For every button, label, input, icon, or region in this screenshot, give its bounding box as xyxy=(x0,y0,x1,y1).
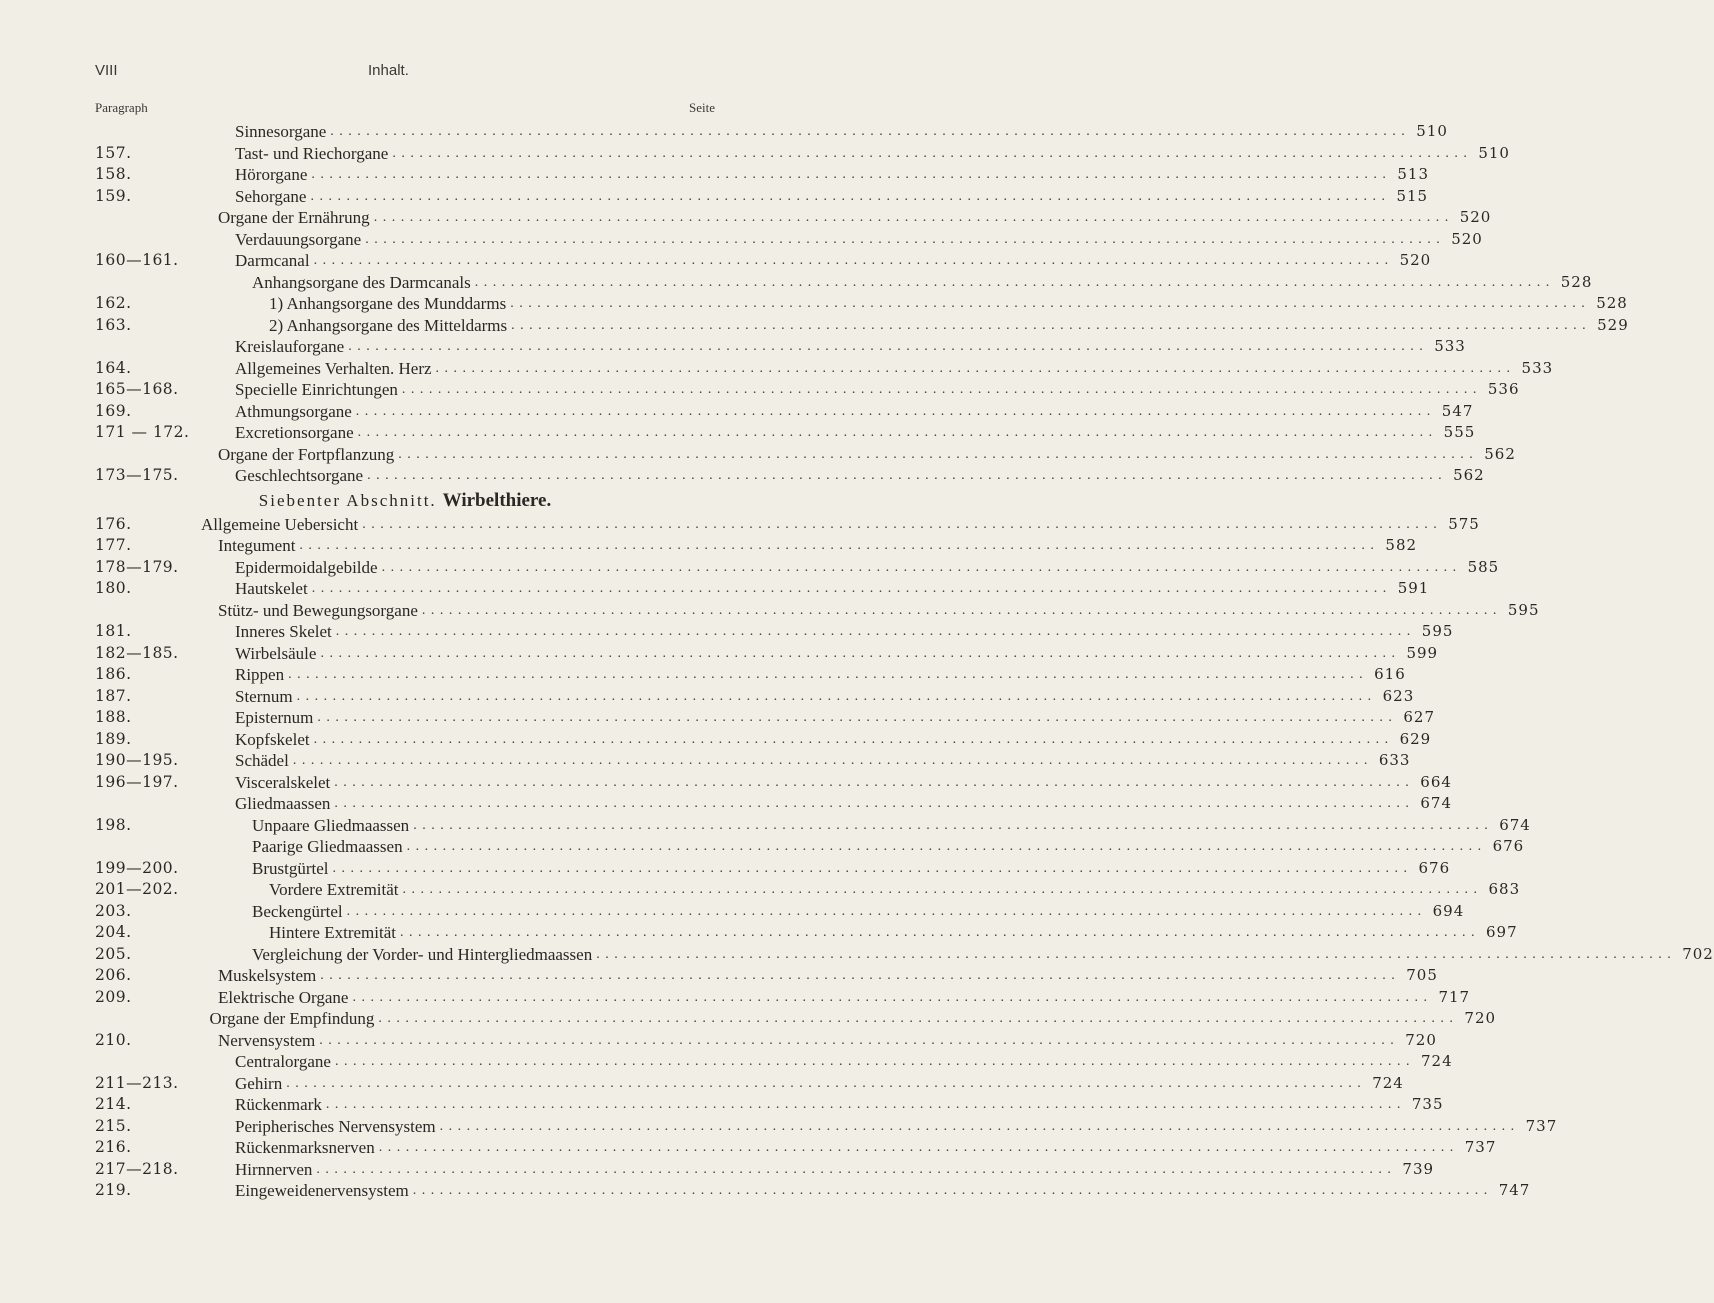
toc-paragraph-number: 171 — 172. xyxy=(95,423,190,441)
toc-title: Sternum xyxy=(235,686,297,708)
toc-paragraph-number: 186. xyxy=(95,665,132,683)
dot-leader: ........................................................................................................................ xyxy=(313,731,1394,747)
toc-title-line xyxy=(252,944,1714,966)
dot-leader: ........................................................................................................................ xyxy=(439,1118,1520,1134)
toc-page-number: 528 xyxy=(1596,294,1628,312)
toc-title: Rippen xyxy=(235,664,288,686)
toc-page-number: 717 xyxy=(1438,987,1471,1006)
dot-leader: ........................................................................................................................ xyxy=(292,753,1373,768)
toc-paragraph-number: 216. xyxy=(95,1138,132,1156)
dot-leader: ........................................................................................................................ xyxy=(355,403,1436,419)
dot-leader: ........................................................................................................................ xyxy=(317,710,1398,725)
toc-title: 2) Anhangsorgane des Mitteldarms xyxy=(269,315,511,337)
toc-title-line xyxy=(252,836,1525,858)
running-header xyxy=(95,62,715,84)
toc-title: Athmungsorgane xyxy=(235,401,356,423)
toc-title-line xyxy=(269,922,1518,944)
toc-title-line xyxy=(218,1030,1437,1052)
toc-title-line xyxy=(235,1051,1453,1073)
toc-paragraph-number: 163. xyxy=(95,315,132,334)
toc-title-line xyxy=(235,1073,1404,1095)
toc-title: Hautskelet xyxy=(235,578,312,600)
toc-entry xyxy=(95,315,1629,337)
toc-paragraph-number: 209. xyxy=(95,987,132,1006)
toc-entry xyxy=(95,444,1516,466)
toc-page-number: 562 xyxy=(1453,466,1485,484)
toc-paragraph-number: 158. xyxy=(95,165,132,183)
dot-leader: ........................................................................................................................ xyxy=(332,860,1413,876)
toc-entry xyxy=(95,793,1452,815)
dot-leader: ........................................................................................................................ xyxy=(412,1183,1493,1198)
dot-leader: ........................................................................................................................ xyxy=(352,989,1433,1005)
toc-entry xyxy=(95,750,1411,772)
toc-page-number: 533 xyxy=(1434,337,1466,355)
toc-paragraph-number: 217—218. xyxy=(95,1159,179,1178)
toc-entry xyxy=(95,186,1429,208)
dot-leader: ........................................................................................................................ xyxy=(378,1011,1459,1026)
dot-leader: ........................................................................................................................ xyxy=(373,210,1454,225)
toc-title: Darmcanal xyxy=(235,250,314,272)
toc-paragraph-number: 165—168. xyxy=(95,380,179,398)
toc-page-number: 737 xyxy=(1525,1116,1558,1135)
dot-leader: ........................................................................................................................ xyxy=(511,317,1592,333)
toc-entry xyxy=(95,944,1714,966)
toc-page-number: 720 xyxy=(1405,1030,1437,1049)
toc-paragraph-number: 198. xyxy=(95,815,132,834)
toc-entry xyxy=(95,643,1439,665)
toc-page-number: 702 xyxy=(1682,944,1714,963)
toc-title-line xyxy=(235,578,1430,600)
toc-entry xyxy=(95,207,1492,229)
toc-entry xyxy=(95,1137,1497,1159)
toc-title: 1) Anhangsorgane des Munddarms xyxy=(269,293,510,315)
toc-paragraph-number: 188. xyxy=(95,708,132,726)
toc-entry xyxy=(95,143,1510,165)
toc-title-line xyxy=(235,1094,1444,1116)
toc-title: Organe der Empfindung xyxy=(210,1008,379,1030)
toc-title-line xyxy=(269,879,1521,901)
toc-entry xyxy=(95,621,1454,643)
toc-title: Rückenmark xyxy=(235,1094,326,1116)
dot-leader: ........................................................................................................................ xyxy=(346,903,1427,919)
toc-title: Centralorgane xyxy=(235,1051,335,1073)
toc-page-number: 547 xyxy=(1441,401,1474,420)
toc-page-number: 629 xyxy=(1399,729,1432,748)
toc-entry xyxy=(95,250,1432,272)
toc-title: Hirnnerven xyxy=(235,1159,316,1181)
section-number: Siebenter Abschnitt. xyxy=(258,490,437,510)
toc-title-line xyxy=(235,772,1452,794)
dot-leader: ........................................................................................................................ xyxy=(296,688,1377,704)
toc-title: Specielle Einrichtungen xyxy=(235,379,402,401)
toc-title-line xyxy=(235,729,1432,751)
toc-page-number: 694 xyxy=(1432,901,1465,920)
toc-title-line xyxy=(252,858,1451,880)
toc-title: Vergleichung der Vorder- und Hintergliedmaassen xyxy=(252,944,596,966)
toc-title-line xyxy=(235,750,1411,772)
toc-page-number: 520 xyxy=(1459,208,1492,226)
toc-entry xyxy=(95,535,1418,557)
dot-leader: ........................................................................................................................ xyxy=(319,1032,1400,1048)
toc-page-number: 510 xyxy=(1416,122,1448,140)
toc-paragraph-number: 205. xyxy=(95,944,132,963)
toc-entry xyxy=(95,1180,1531,1202)
paragraph-column-heading: Paragraph xyxy=(95,100,148,115)
dot-leader: ........................................................................................................................ xyxy=(334,796,1415,811)
dot-leader: ........................................................................................................................ xyxy=(421,602,1502,618)
toc-title-line xyxy=(209,1008,1497,1030)
toc-page-number: 676 xyxy=(1418,858,1451,877)
toc-title-line xyxy=(235,336,1466,358)
toc-entry xyxy=(95,557,1500,579)
toc-page-number: 674 xyxy=(1499,815,1531,834)
dot-leader: ........................................................................................................................ xyxy=(365,231,1446,247)
dot-leader: ........................................................................................................................ xyxy=(474,274,1555,290)
toc-title-line xyxy=(235,358,1554,380)
toc-title-line xyxy=(235,1159,1435,1181)
toc-entry xyxy=(95,965,1438,987)
toc-entry xyxy=(95,121,1448,143)
section-heading xyxy=(95,487,715,514)
toc-page-number: 747 xyxy=(1498,1181,1531,1199)
toc-entry xyxy=(95,729,1432,751)
toc-title: Sinnesorgane xyxy=(235,121,330,143)
toc-title: Peripherisches Nervensystem xyxy=(235,1116,440,1138)
toc-entry xyxy=(95,1051,1453,1073)
toc-title: Beckengürtel xyxy=(252,901,347,923)
toc-title: Allgemeines Verhalten. Herz xyxy=(235,358,436,380)
toc-page-number: 623 xyxy=(1382,686,1415,705)
toc-title: Unpaare Gliedmaassen xyxy=(252,815,413,837)
dot-leader: ........................................................................................................................ xyxy=(286,1075,1367,1091)
toc-title: Eingeweidenervensystem xyxy=(235,1180,413,1202)
toc-entry xyxy=(95,836,1525,858)
toc-entry xyxy=(95,901,1465,923)
table-of-contents xyxy=(95,121,1714,1202)
toc-paragraph-number: 206. xyxy=(95,966,132,984)
toc-entry xyxy=(95,514,1480,536)
toc-page-number: 697 xyxy=(1485,923,1518,941)
toc-paragraph-number: 169. xyxy=(95,401,132,420)
toc-title: Epidermoidalgebilde xyxy=(235,557,382,579)
toc-entry xyxy=(95,858,1451,880)
toc-title-line xyxy=(235,229,1483,251)
dot-leader: ........................................................................................................................ xyxy=(398,446,1479,462)
toc-title: Hintere Extremität xyxy=(269,922,400,944)
toc-entry xyxy=(95,600,1540,622)
toc-title: Gehirn xyxy=(235,1073,286,1095)
toc-page-number: 633 xyxy=(1378,751,1411,769)
toc-page-number: 591 xyxy=(1397,579,1430,597)
toc-paragraph-number: 189. xyxy=(95,729,132,748)
toc-paragraph-number: 159. xyxy=(95,186,132,205)
dot-leader: ........................................................................................................................ xyxy=(299,538,1380,553)
dot-leader: ........................................................................................................................ xyxy=(288,667,1369,682)
toc-title-line xyxy=(218,535,1418,557)
dot-leader: ........................................................................................................................ xyxy=(348,339,1429,354)
toc-paragraph-number: 214. xyxy=(95,1095,132,1113)
toc-entry xyxy=(95,272,1593,294)
toc-title: Excretionsorgane xyxy=(235,422,358,444)
toc-paragraph-number: 215. xyxy=(95,1116,132,1135)
toc-title: Episternum xyxy=(235,707,317,729)
toc-title: Sehorgane xyxy=(235,186,310,208)
toc-title-line xyxy=(252,901,1465,923)
toc-title-line xyxy=(235,379,1520,401)
toc-entry xyxy=(95,879,1521,901)
toc-paragraph-number: 190—195. xyxy=(95,751,179,769)
toc-title: Stütz- und Bewegungsorgane xyxy=(218,600,422,622)
toc-paragraph-number: 210. xyxy=(95,1030,132,1049)
dot-leader: ........................................................................................................................ xyxy=(311,581,1392,596)
toc-paragraph-number: 199—200. xyxy=(95,858,179,877)
toc-page-number: 599 xyxy=(1406,643,1439,662)
toc-paragraph-number: 164. xyxy=(95,358,132,377)
dot-leader: ........................................................................................................................ xyxy=(399,925,1480,940)
toc-title-line xyxy=(235,164,1430,186)
toc-title: Gliedmaassen xyxy=(235,793,334,815)
toc-page-number: 737 xyxy=(1464,1138,1497,1156)
toc-title: Kopfskelet xyxy=(235,729,314,751)
toc-title-line xyxy=(235,664,1406,686)
toc-paragraph-number: 180. xyxy=(95,579,132,597)
toc-entry xyxy=(95,922,1518,944)
toc-title-line xyxy=(235,1180,1531,1202)
toc-entry xyxy=(95,1159,1435,1181)
dot-leader: ........................................................................................................................ xyxy=(334,774,1415,790)
toc-title-line xyxy=(235,465,1485,487)
toc-page-number: 627 xyxy=(1403,708,1436,726)
toc-page-number: 536 xyxy=(1487,380,1520,398)
toc-entry xyxy=(95,293,1628,315)
column-headings xyxy=(95,100,715,118)
dot-leader: ........................................................................................................................ xyxy=(334,1054,1415,1069)
toc-entry xyxy=(95,1008,1497,1030)
toc-page-number: 705 xyxy=(1406,966,1438,984)
dot-leader: ........................................................................................................................ xyxy=(367,468,1448,483)
toc-title-line xyxy=(235,793,1452,815)
toc-title-line xyxy=(235,250,1432,272)
toc-title: Elektrische Organe xyxy=(218,987,352,1009)
dot-leader: ........................................................................................................................ xyxy=(313,253,1394,268)
toc-page-number: 724 xyxy=(1420,1052,1453,1070)
running-title: Inhalt. xyxy=(368,62,409,79)
toc-entry xyxy=(95,707,1436,729)
toc-paragraph-number: 203. xyxy=(95,901,132,920)
toc-title: Allgemeine Uebersicht xyxy=(201,514,362,536)
toc-page-number: 585 xyxy=(1467,557,1500,576)
toc-title-line xyxy=(235,121,1448,143)
toc-entry xyxy=(95,1030,1437,1052)
toc-paragraph-number: 173—175. xyxy=(95,466,179,484)
toc-title: Muskelsystem xyxy=(218,965,320,987)
toc-title: Organe der Fortpflanzung xyxy=(218,444,398,466)
toc-title-line xyxy=(235,557,1500,579)
toc-paragraph-number: 201—202. xyxy=(95,880,179,898)
toc-entry xyxy=(95,1116,1558,1138)
toc-page-number: 676 xyxy=(1492,837,1525,855)
toc-title: Schädel xyxy=(235,750,293,772)
toc-entry xyxy=(95,987,1471,1009)
toc-title: Brustgürtel xyxy=(252,858,333,880)
toc-paragraph-number: 187. xyxy=(95,686,132,705)
dot-leader: ........................................................................................................................ xyxy=(330,124,1411,139)
dot-leader: ........................................................................................................................ xyxy=(378,1140,1459,1155)
toc-title-line xyxy=(235,1137,1497,1159)
dot-leader: ........................................................................................................................ xyxy=(510,296,1591,311)
toc-entry xyxy=(95,578,1430,600)
toc-entry xyxy=(95,815,1531,837)
toc-page-number: 515 xyxy=(1396,186,1429,205)
toc-page-number: 562 xyxy=(1484,444,1516,463)
toc-title-line xyxy=(235,143,1510,165)
toc-title: Rückenmarksnerven xyxy=(235,1137,379,1159)
toc-entry xyxy=(95,422,1476,444)
toc-entry xyxy=(95,336,1466,358)
toc-title: Wirbelsäule xyxy=(235,643,320,665)
toc-title-line xyxy=(235,707,1436,729)
toc-paragraph-number: 204. xyxy=(95,923,132,941)
dot-leader: ........................................................................................................................ xyxy=(362,516,1443,532)
toc-title: Geschlechtsorgane xyxy=(235,465,367,487)
toc-title-line xyxy=(269,315,1629,337)
toc-paragraph-number: 181. xyxy=(95,622,132,640)
toc-title: Organe der Ernährung xyxy=(218,207,374,229)
dot-leader: ........................................................................................................................ xyxy=(316,1161,1397,1177)
toc-paragraph-number: 160—161. xyxy=(95,251,179,269)
page-number: VIII xyxy=(95,62,118,79)
toc-title-line xyxy=(218,987,1471,1009)
toc-page-number: 520 xyxy=(1451,229,1483,248)
toc-entry xyxy=(95,772,1452,794)
toc-title-line xyxy=(235,686,1415,708)
toc-title: Hörorgane xyxy=(235,164,311,186)
dot-leader: ........................................................................................................................ xyxy=(406,839,1487,854)
toc-title-line xyxy=(201,514,1480,536)
toc-paragraph-number: 157. xyxy=(95,143,132,162)
toc-entry xyxy=(95,358,1554,380)
dot-leader: ........................................................................................................................ xyxy=(311,167,1392,182)
toc-page-number: 724 xyxy=(1372,1073,1404,1092)
toc-page-number: 555 xyxy=(1443,423,1476,441)
toc-title: Kreislauforgane xyxy=(235,336,348,358)
toc-title: Vordere Extremität xyxy=(269,879,403,901)
toc-title: Inneres Skelet xyxy=(235,621,336,643)
toc-page-number: 513 xyxy=(1397,165,1430,183)
dot-leader: ........................................................................................................................ xyxy=(335,624,1416,639)
toc-entry xyxy=(95,401,1474,423)
toc-title: Nervensystem xyxy=(218,1030,319,1052)
toc-title: Integument xyxy=(218,535,299,557)
dot-leader: ........................................................................................................................ xyxy=(596,946,1677,962)
dot-leader: ........................................................................................................................ xyxy=(320,645,1401,661)
toc-page-number: 528 xyxy=(1560,272,1593,291)
toc-page-number: 510 xyxy=(1478,143,1510,162)
dot-leader: ........................................................................................................................ xyxy=(310,188,1391,204)
toc-entry xyxy=(95,164,1430,186)
dot-leader: ........................................................................................................................ xyxy=(435,360,1516,376)
toc-entry xyxy=(95,1094,1444,1116)
toc-paragraph-number: 176. xyxy=(95,514,132,533)
toc-paragraph-number: 196—197. xyxy=(95,772,179,791)
toc-title: Visceralskelet xyxy=(235,772,334,794)
toc-page-number: 616 xyxy=(1374,665,1406,683)
toc-paragraph-number: 177. xyxy=(95,536,132,554)
toc-title: Anhangsorgane des Darmcanals xyxy=(252,272,475,294)
toc-page-number: 683 xyxy=(1488,880,1521,898)
toc-title-line xyxy=(218,600,1540,622)
toc-title: Tast- und Riechorgane xyxy=(235,143,392,165)
toc-title-line xyxy=(235,1116,1558,1138)
toc-title-line xyxy=(235,643,1439,665)
dot-leader: ........................................................................................................................ xyxy=(413,817,1494,833)
toc-page-number: 575 xyxy=(1448,514,1480,533)
toc-paragraph-number: 162. xyxy=(95,294,132,312)
toc-page-number: 735 xyxy=(1411,1095,1444,1113)
dot-leader: ........................................................................................................................ xyxy=(401,382,1482,397)
toc-title-line xyxy=(269,293,1628,315)
toc-title-line xyxy=(218,207,1492,229)
toc-page-number: 674 xyxy=(1420,794,1452,812)
toc-title-line xyxy=(252,272,1593,294)
toc-title-line xyxy=(252,815,1531,837)
toc-paragraph-number: 178—179. xyxy=(95,557,179,576)
dot-leader: ........................................................................................................................ xyxy=(381,559,1462,575)
dot-leader: ........................................................................................................................ xyxy=(325,1097,1406,1112)
dot-leader: ........................................................................................................................ xyxy=(357,425,1438,440)
dot-leader: ........................................................................................................................ xyxy=(320,968,1401,983)
page-column-heading: Seite xyxy=(689,100,715,115)
toc-title: Paarige Gliedmaassen xyxy=(252,836,407,858)
toc-entry xyxy=(95,664,1406,686)
toc-entry xyxy=(95,465,1485,487)
dot-leader: ........................................................................................................................ xyxy=(392,145,1473,161)
toc-page-number: 529 xyxy=(1597,315,1629,334)
toc-page-number: 595 xyxy=(1421,622,1454,640)
toc-entry xyxy=(95,686,1415,708)
toc-page-number: 582 xyxy=(1385,536,1418,554)
toc-title-line xyxy=(235,422,1476,444)
toc-paragraph-number: 211—213. xyxy=(95,1073,179,1092)
toc-page-number: 720 xyxy=(1464,1009,1497,1027)
section-title: Wirbelthiere. xyxy=(442,489,552,511)
toc-entry xyxy=(95,379,1520,401)
toc-page-number: 533 xyxy=(1521,358,1554,377)
toc-title-line xyxy=(235,186,1429,208)
toc-title-line xyxy=(235,621,1454,643)
toc-paragraph-number: 182—185. xyxy=(95,643,179,662)
toc-page-number: 739 xyxy=(1402,1159,1435,1178)
toc-entry xyxy=(95,1073,1404,1095)
toc-page-number: 595 xyxy=(1507,600,1540,619)
toc-title-line xyxy=(218,965,1438,987)
dot-leader: ........................................................................................................................ xyxy=(402,882,1483,897)
toc-entry xyxy=(95,229,1483,251)
toc-page-number: 664 xyxy=(1420,772,1452,791)
toc-page-number: 520 xyxy=(1399,251,1432,269)
toc-title: Verdauungsorgane xyxy=(235,229,365,251)
toc-paragraph-number: 219. xyxy=(95,1181,132,1199)
toc-title-line xyxy=(235,401,1474,423)
toc-title-line xyxy=(218,444,1516,466)
